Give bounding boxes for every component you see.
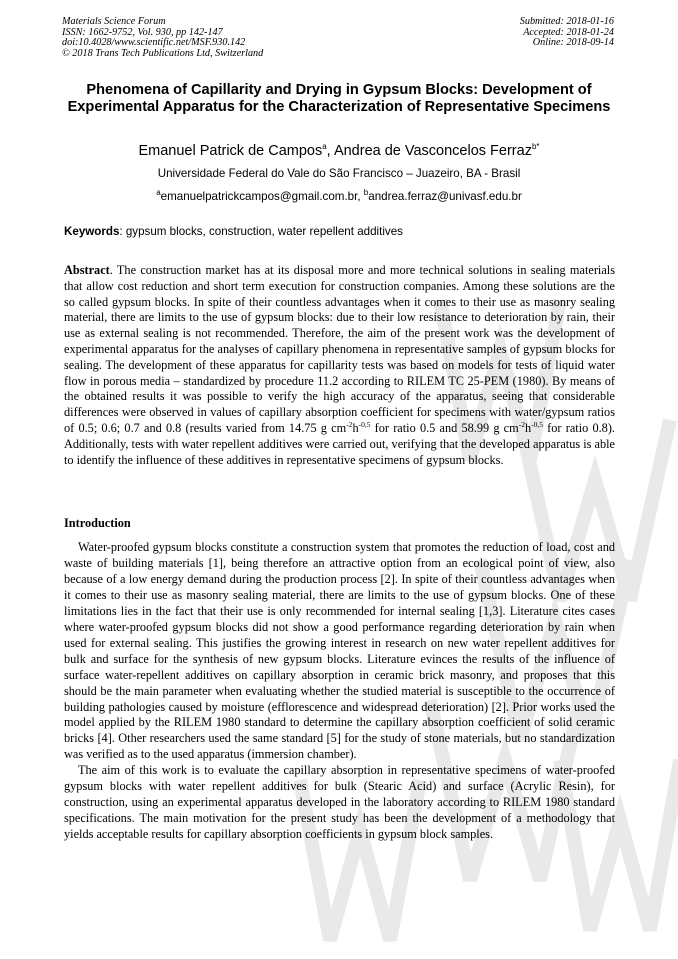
abstract-text-2: h	[352, 420, 359, 435]
author-2-sup: b*	[531, 142, 540, 152]
doi-line: doi:10.4028/www.scientific.net/MSF.930.142	[62, 37, 246, 49]
introduction-body	[64, 540, 615, 843]
abstract-sup-2: -0,5	[358, 419, 371, 429]
abstract	[64, 263, 615, 468]
author-2: Andrea de Vasconcelos Ferraz	[333, 143, 532, 159]
issn-line: ISSN: 1662-9752, Vol. 930, pp 142-147	[62, 26, 223, 38]
email-b-sup: b	[363, 188, 369, 198]
authors-line	[62, 142, 616, 160]
emails-line	[62, 190, 616, 204]
abstract-text-3: for ratio 0.5 and 58.99 g cm	[370, 420, 519, 435]
paper-title: Phenomena of Capillarity and Drying in Gypsum Blocks: Development of Experimental Apparatus for the Characterization of Representative Specimens	[67, 82, 611, 116]
abstract-sup-4: -0,5	[531, 419, 543, 429]
abstract-text-5: for ratio 0.8). Additionally, tests with water repellent additives were carried out, verifying that the developed apparatus is able to identify the influence of these additives in representative specimens of gypsum blocks.	[64, 420, 615, 467]
abstract-text-1: . The construction market has at its disposal more and more technical solutions in sealing materials that allow cost reduction and short term execution for construction companies. Among these solutions are the so called gypsum blocks. In spite of their countless advantages when it comes to their use as masonry sealing material, there are limits to the use of gypsum blocks: due to their low resistance to deterioration by rain, their use as external sealing is not recommended. Therefore, the aim of the present work was the development of experimental apparatus for the analyses of capillary phenomena in representative samples of gypsum blocks for sealing. The development of these apparatus for capillarity tests was based on models for tests of liquid water flow in porous media – standardized by procedure 11.2 according to RILEM TC 25-PEM (1980). By means of the obtained results it was possible to verify the high accuracy of the apparatus, seeing that considerable differences were observed in values of capillary absorption coefficient for specimens with water/gypsum ratios of 0.5; 0.6; 0.7 and 0.8 (results varied from 14.75 g cm	[64, 263, 615, 435]
submitted-date: Submitted: 2018-01-16	[519, 16, 614, 27]
author-1: Emanuel Patrick de Campos	[138, 143, 323, 159]
dates-info	[520, 17, 614, 49]
email-b: andrea.ferraz@univasf.edu.br	[368, 190, 522, 203]
abstract-sup-1: -2	[346, 419, 353, 429]
affiliation: Universidade Federal do Vale do São Francisco – Juazeiro, BA - Brasil	[157, 167, 521, 180]
abstract-text-4: h	[524, 420, 532, 435]
keywords-text: : gypsum blocks, construction, water repellent additives	[119, 225, 403, 238]
email-a: emanuelpatrickcampos@gmail.com.br,	[160, 190, 364, 203]
copyright-line: © 2018 Trans Tech Publications Ltd, Switzerland	[62, 47, 264, 59]
email-a-sup: a	[156, 188, 161, 198]
abstract-sup-3: -2	[518, 419, 525, 429]
journal-name: Materials Science Forum	[62, 16, 166, 27]
online-date: Online: 2018-09-14	[532, 37, 614, 49]
keywords	[64, 225, 616, 239]
accepted-date: Accepted: 2018-01-24	[523, 26, 614, 38]
author-1-sup: a	[322, 142, 327, 152]
journal-info	[62, 17, 263, 59]
keywords-label: Keywords	[64, 225, 120, 238]
author-separator: ,	[326, 143, 334, 159]
introduction-heading: Introduction	[64, 516, 131, 530]
intro-paragraph-1: Water-proofed gypsum blocks constitute a construction system that promotes the reduction of load, cost and waste of building materials [1], being therefore an attractive option from an ecological point of view, also because of a low energy demand during the production process [2]. In spite of their countless advantages when it comes to their use as masonry sealing material, there are limits to the use of gypsum blocks. One of these limitations lies in the fact that their use is only recommended for internal sealing [1,3]. Literature cites cases where water-proofed gypsum blocks did not show a good performance regarding deterioration by rain when used for external sealing. This justifies the growing interest in research on new water repellent additives for bulk and surface for the synthesis of new gypsum blocks. Literature evinces the results of the influence of surface water-repellent additives on capillary absorption in ceramic brick masonry, and proposes that this should be the main parameter when evaluating whether the studied material is susceptible to the occurrence of building pathologies caused by moisture (efflorescence and widespread deterioration) [2]. Prior works used the model applied by the RILEM 1980 standard to determine the capillary absorption coefficient of solid ceramic bricks [4]. Other researchers used the same standard [5] for the study of stone materials, but no standardization was verified as to the used apparatus (immersion chamber).	[64, 540, 615, 762]
abstract-label: Abstract	[64, 263, 110, 277]
intro-paragraph-2: The aim of this work is to evaluate the capillary absorption in representative specimens of water-proofed gypsum blocks with water repellent additives for bulk (Stearic Acid) and surface (Acrylic Resin), for construction, using an experimental apparatus developed in the laboratory according to RILEM 1980 standard specifications. The main motivation for the present study has been the development of a methodology that yields acceptable results for capillary absorption coefficients in gypsum block samples.	[64, 763, 615, 842]
